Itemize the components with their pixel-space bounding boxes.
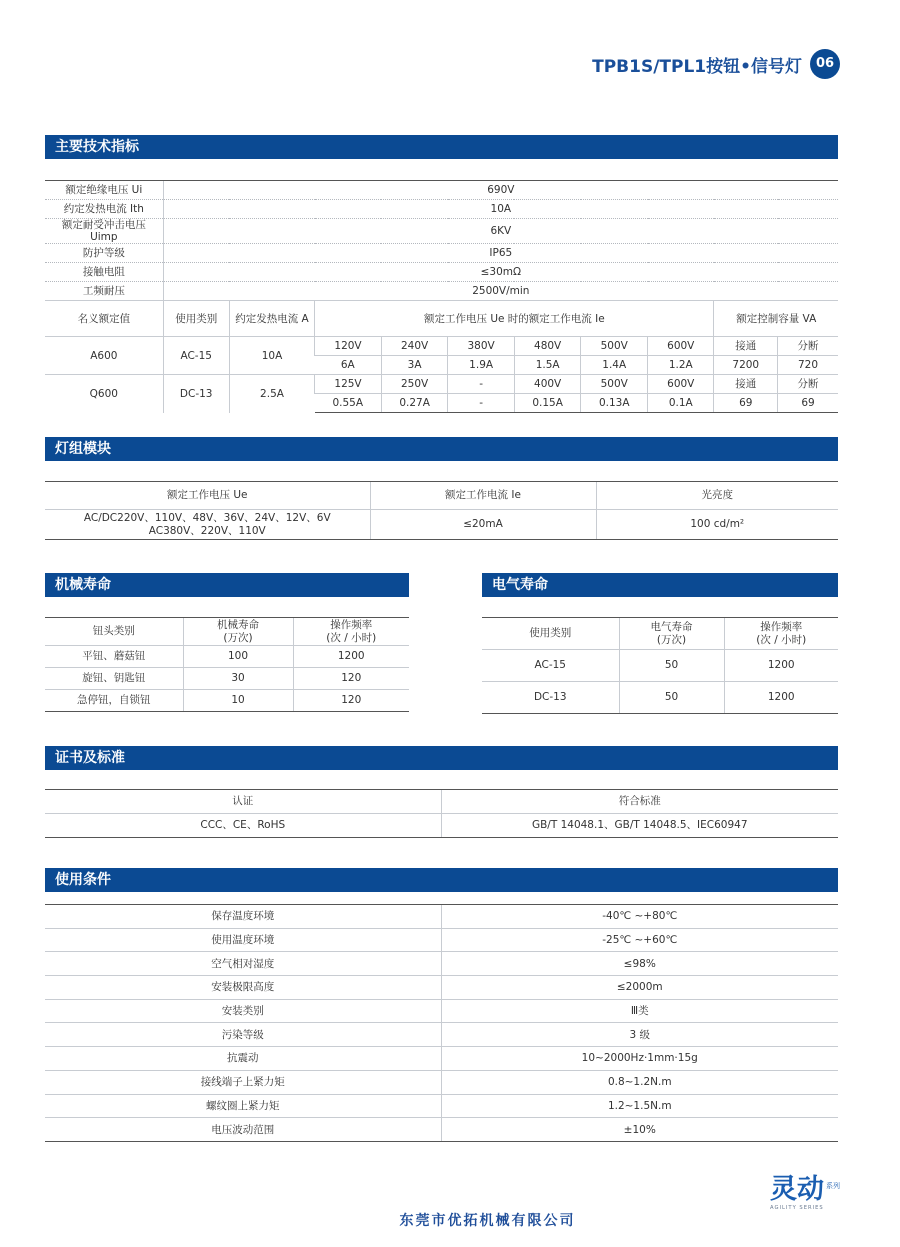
cond-row <box>45 1118 838 1142</box>
cond-value: -40℃ ~+80℃ <box>441 905 838 929</box>
cond-row <box>45 928 838 952</box>
spec-value: IP65 <box>163 244 838 263</box>
spec-value: ≤30mΩ <box>163 263 838 282</box>
col-head-capacity: 额定控制容量 VA <box>714 301 838 337</box>
elec-life: 50 <box>619 682 724 714</box>
cond-row <box>45 976 838 1000</box>
rated-name: Q600 <box>45 375 163 413</box>
current-cell: 6A <box>315 356 382 375</box>
mech-head-life-unit: (万次) <box>223 631 253 644</box>
logo-sub: AGILITY SERIES <box>770 1205 824 1211</box>
lamp-voltage-cell <box>45 510 370 540</box>
current-cell: 0.13A <box>581 394 648 413</box>
spec-value: 690V <box>163 181 838 200</box>
voltage-cell: 480V <box>514 337 581 356</box>
spec-label: 接触电阻 <box>45 263 163 282</box>
voltage-cell: 600V <box>648 375 714 394</box>
section-header-elec: 电气寿命 <box>482 573 838 597</box>
page-number-badge: 06 <box>810 49 840 79</box>
elec-freq: 1200 <box>724 682 838 714</box>
voltage-cell: 500V <box>581 337 648 356</box>
elec-head-row <box>482 618 838 650</box>
spec-label: 约定发热电流 Ith <box>45 200 163 219</box>
voltage-cell: 120V <box>315 337 382 356</box>
voltage-cell: 125V <box>315 375 382 394</box>
elec-life: 50 <box>619 650 724 682</box>
cond-value: Ⅲ类 <box>441 999 838 1023</box>
cert-head-certification: 认证 <box>45 790 441 814</box>
voltage-cell: 500V <box>581 375 648 394</box>
cond-table <box>45 904 838 1142</box>
elec-head-freq-unit: (次 / 小时) <box>756 633 807 646</box>
lamp-head-brightness: 光亮度 <box>596 482 838 510</box>
current-cell: 0.15A <box>514 394 581 413</box>
elec-head-freq <box>724 618 838 650</box>
elec-table <box>482 617 838 714</box>
voltage-cell: 380V <box>448 337 514 356</box>
mech-head-freq-unit: (次 / 小时) <box>326 631 377 644</box>
elec-head-life-label: 电气寿命 <box>650 621 693 634</box>
current-cell: 3A <box>381 356 448 375</box>
cond-label: 接线端子上紧力矩 <box>45 1070 441 1094</box>
voltage-cell: 600V <box>648 337 714 356</box>
rated-thermal: 10A <box>229 337 314 375</box>
cond-label: 污染等级 <box>45 1023 441 1047</box>
mech-head-life <box>183 618 293 646</box>
break-label: 分断 <box>778 375 838 394</box>
cond-row <box>45 952 838 976</box>
current-cell: 1.4A <box>581 356 648 375</box>
cond-value: ≤98% <box>441 952 838 976</box>
elec-row <box>482 650 838 682</box>
spec-head-row <box>45 301 838 337</box>
lamp-table <box>45 481 838 540</box>
cond-label: 螺纹圈上紧力矩 <box>45 1094 441 1118</box>
mech-head-life-label: 机械寿命 <box>217 619 259 632</box>
logo-small: 系列 <box>826 1182 840 1190</box>
cond-row <box>45 1094 838 1118</box>
lamp-voltage-line1: AC/DC220V、110V、48V、36V、24V、12V、6V <box>83 512 331 525</box>
mech-table <box>45 617 409 712</box>
elec-head-life-unit: (万次) <box>656 633 687 646</box>
a600-voltage-row <box>45 337 838 356</box>
spec-label: 工频耐压 <box>45 282 163 301</box>
mech-head-freq-label: 操作频率 <box>330 619 373 632</box>
spec-row <box>45 200 838 219</box>
company-name: 东莞市优拓机械有限公司 <box>399 1213 576 1229</box>
elec-freq: 1200 <box>724 650 838 682</box>
elec-head-category: 使用类别 <box>482 618 619 650</box>
cert-head-row <box>45 790 838 814</box>
mech-freq: 120 <box>293 668 409 690</box>
mech-type: 急停钮，自锁钮 <box>45 690 183 712</box>
rated-category: DC-13 <box>163 375 229 413</box>
make-value: 69 <box>714 394 778 413</box>
logo-text: 灵动 <box>770 1174 824 1205</box>
page-title: TPB1S/TPL1按钮•信号灯 <box>592 57 802 77</box>
col-head-category: 使用类别 <box>163 301 229 337</box>
col-head-rated: 名义额定值 <box>45 301 163 337</box>
cond-value: ≤2000m <box>441 976 838 1000</box>
spec-row <box>45 181 838 200</box>
cert-row <box>45 814 838 838</box>
section-header-lamp: 灯组模块 <box>45 437 838 461</box>
break-value: 720 <box>778 356 838 375</box>
mech-head-row <box>45 618 409 646</box>
mech-row <box>45 646 409 668</box>
cond-row <box>45 905 838 929</box>
rated-category: AC-15 <box>163 337 229 375</box>
mech-freq: 120 <box>293 690 409 712</box>
mech-head-freq <box>293 618 409 646</box>
cond-value: 1.2~1.5N.m <box>441 1094 838 1118</box>
mech-life: 30 <box>183 668 293 690</box>
mech-row <box>45 668 409 690</box>
spec-value: 10A <box>163 200 838 219</box>
cert-table <box>45 789 838 838</box>
cond-value: 3 级 <box>441 1023 838 1047</box>
cond-row <box>45 1047 838 1071</box>
current-cell: 0.55A <box>315 394 382 413</box>
cond-row <box>45 1023 838 1047</box>
spec-value: 6KV <box>163 219 838 244</box>
make-label: 接通 <box>714 337 778 356</box>
cond-row <box>45 999 838 1023</box>
section-header-cert: 证书及标准 <box>45 746 838 770</box>
current-cell: 1.5A <box>514 356 581 375</box>
section-header-specs: 主要技术指标 <box>45 135 838 159</box>
cond-value: 0.8~1.2N.m <box>441 1070 838 1094</box>
spec-label: 额定耐受冲击电压 Uimp <box>45 219 163 244</box>
mech-life: 100 <box>183 646 293 668</box>
spec-row <box>45 263 838 282</box>
cond-value: ±10% <box>441 1118 838 1142</box>
voltage-cell: 250V <box>381 375 448 394</box>
lamp-head-current: 额定工作电流 Ie <box>370 482 596 510</box>
lamp-head-row <box>45 482 838 510</box>
lamp-voltage-line2: AC380V、220V、110V <box>148 524 266 537</box>
make-label: 接通 <box>714 375 778 394</box>
spec-row <box>45 282 838 301</box>
spec-row <box>45 244 838 263</box>
mech-head-type: 钮头类别 <box>45 618 183 646</box>
cert-certification: CCC、CE、RoHS <box>45 814 441 838</box>
rated-name: A600 <box>45 337 163 375</box>
brand-logo <box>768 1168 844 1214</box>
lamp-head-voltage: 额定工作电压 Ue <box>45 482 370 510</box>
section-header-mech: 机械寿命 <box>45 573 409 597</box>
cert-standard: GB/T 14048.1、GB/T 14048.5、IEC60947 <box>441 814 838 838</box>
cond-value: -25℃ ~+60℃ <box>441 928 838 952</box>
specs-table <box>45 180 838 413</box>
col-head-working: 额定工作电压 Ue 时的额定工作电流 Ie <box>315 301 714 337</box>
break-label: 分断 <box>778 337 838 356</box>
spec-value: 2500V/min <box>163 282 838 301</box>
mech-type: 平钮、蘑菇钮 <box>45 646 183 668</box>
mech-life: 10 <box>183 690 293 712</box>
lamp-current: ≤20mA <box>370 510 596 540</box>
elec-head-life <box>619 618 724 650</box>
elec-category: DC-13 <box>482 682 619 714</box>
cond-value: 10~2000Hz·1mm·15g <box>441 1047 838 1071</box>
mech-freq: 1200 <box>293 646 409 668</box>
section-header-cond: 使用条件 <box>45 868 838 892</box>
cond-row <box>45 1070 838 1094</box>
lamp-brightness: 100 cd/m² <box>596 510 838 540</box>
voltage-cell: 240V <box>381 337 448 356</box>
col-head-thermal: 约定发热电流 A <box>229 301 314 337</box>
voltage-cell: - <box>448 375 514 394</box>
mech-type: 旋钮、钥匙钮 <box>45 668 183 690</box>
cond-label: 安装极限高度 <box>45 976 441 1000</box>
cert-head-standard: 符合标准 <box>441 790 838 814</box>
cond-label: 电压波动范围 <box>45 1118 441 1142</box>
current-cell: 1.9A <box>448 356 514 375</box>
cond-label: 保存温度环境 <box>45 905 441 929</box>
cond-label: 空气相对湿度 <box>45 952 441 976</box>
break-value: 69 <box>778 394 838 413</box>
rated-thermal: 2.5A <box>229 375 314 413</box>
current-cell: 0.1A <box>648 394 714 413</box>
cond-label: 抗震动 <box>45 1047 441 1071</box>
cond-label: 安装类别 <box>45 999 441 1023</box>
mech-row <box>45 690 409 712</box>
cond-label: 使用温度环境 <box>45 928 441 952</box>
voltage-cell: 400V <box>514 375 581 394</box>
q600-voltage-row <box>45 375 838 394</box>
spec-row <box>45 219 838 244</box>
current-cell: 0.27A <box>381 394 448 413</box>
elec-row <box>482 682 838 714</box>
current-cell: - <box>448 394 514 413</box>
elec-category: AC-15 <box>482 650 619 682</box>
make-value: 7200 <box>714 356 778 375</box>
elec-head-freq-label: 操作频率 <box>760 621 803 634</box>
current-cell: 1.2A <box>648 356 714 375</box>
spec-label: 防护等级 <box>45 244 163 263</box>
lamp-value-row <box>45 510 838 540</box>
spec-label: 额定绝缘电压 Ui <box>45 181 163 200</box>
